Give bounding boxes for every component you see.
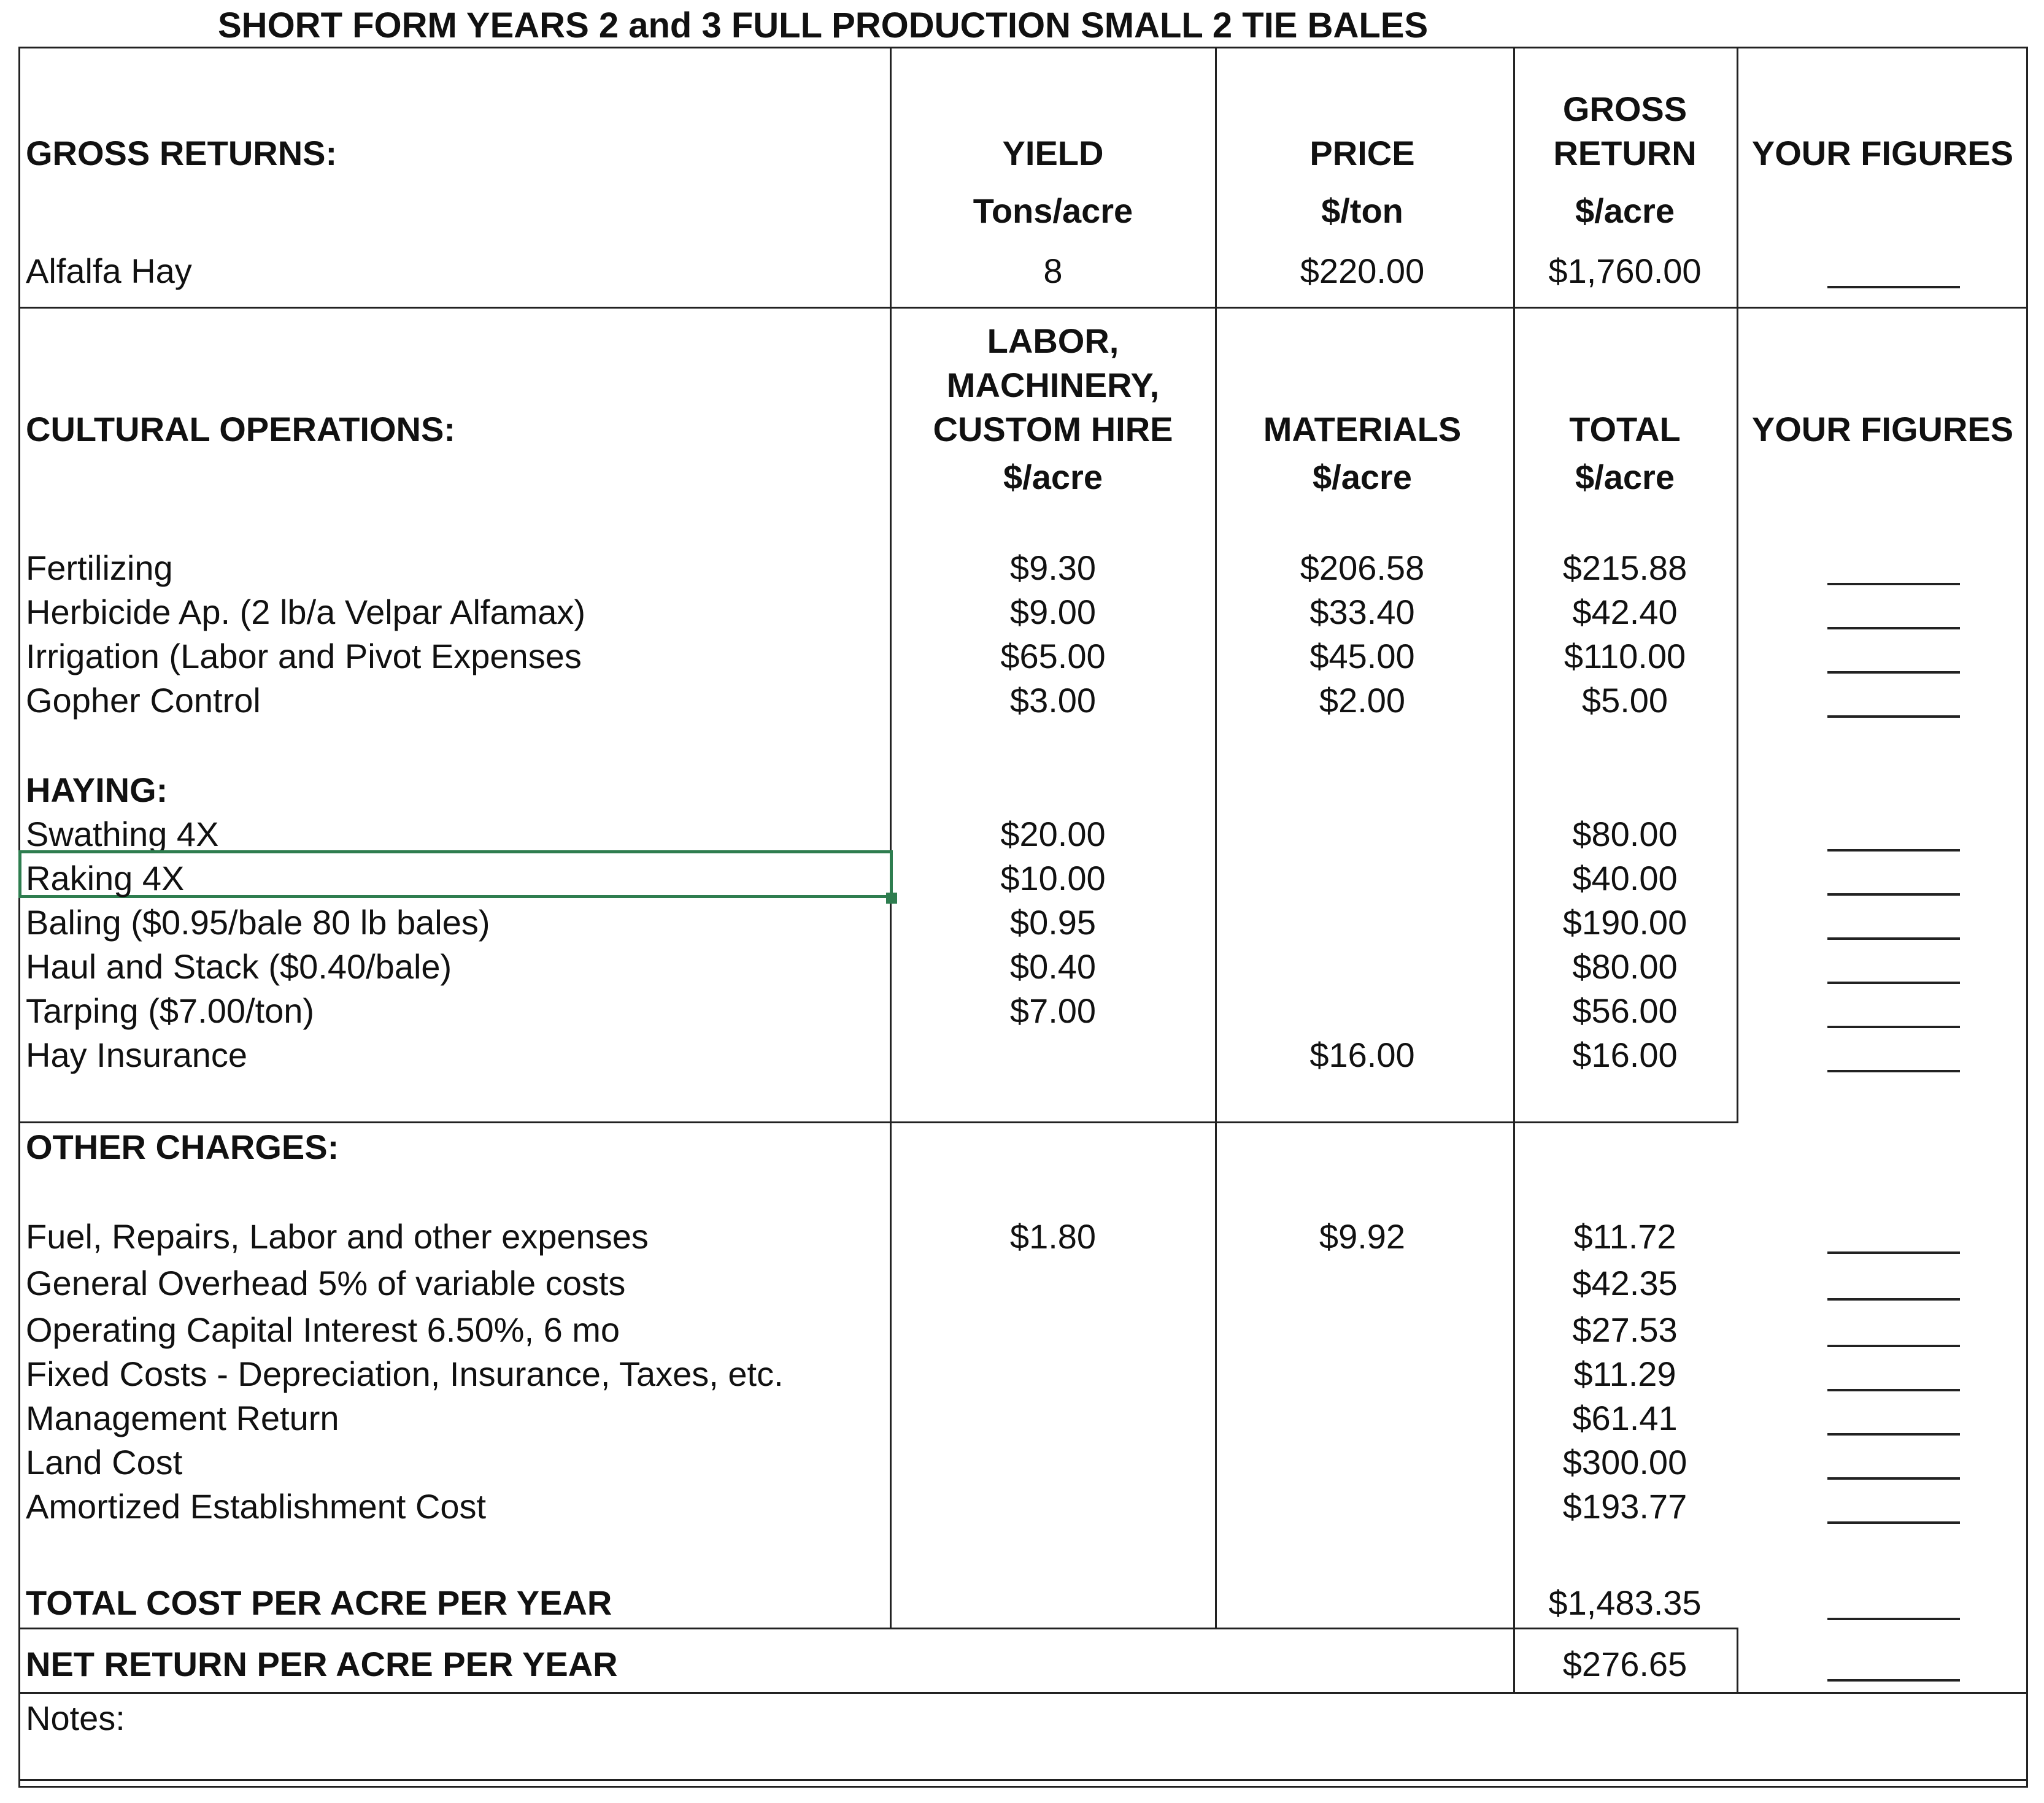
haying-row-total: $56.00 (1572, 991, 1678, 1030)
other-row-total: $61.41 (1572, 1399, 1678, 1437)
your-figures-header-gross: YOUR FIGURES (1751, 134, 2014, 172)
other-row-name: General Overhead 5% of variable costs (26, 1264, 626, 1302)
haying-row-name: Hay Insurance (26, 1036, 248, 1074)
your-figures-blank[interactable] (1827, 627, 1960, 629)
haying-row-name: Tarping ($7.00/ton) (26, 991, 315, 1030)
cultural-row-labor: $9.30 (1009, 548, 1097, 587)
cultural-row-labor: $9.00 (1009, 593, 1097, 631)
your-figures-blank[interactable] (1827, 1618, 1960, 1620)
your-figures-blank[interactable] (1827, 715, 1960, 718)
cultural-row-total: $110.00 (1564, 637, 1686, 675)
cultural-row-materials: $45.00 (1309, 637, 1415, 675)
net-return-label: NET RETURN PER ACRE PER YEAR (26, 1645, 618, 1683)
your-figures-blank[interactable] (1827, 1070, 1960, 1072)
rule-notes-bottom (18, 1779, 2028, 1781)
gross-row-yield: 8 (1043, 252, 1063, 290)
net-return-value: $276.65 (1562, 1645, 1687, 1683)
other-row-name: Land Cost (26, 1443, 183, 1482)
haying-row-total: $80.00 (1572, 815, 1678, 853)
total-cost-label: TOTAL COST PER ACRE PER YEAR (26, 1583, 612, 1622)
haying-row-labor: $0.95 (1009, 903, 1097, 942)
your-figures-blank[interactable] (1827, 1433, 1960, 1436)
rule-col4-top (1737, 47, 1738, 1123)
other-row-total: $300.00 (1562, 1443, 1687, 1482)
your-figures-blank[interactable] (1827, 1026, 1960, 1028)
haying-row-total: $16.00 (1572, 1036, 1678, 1074)
cultural-row-labor: $65.00 (1000, 637, 1106, 675)
labor-header-3: CUSTOM HIRE (933, 410, 1173, 448)
your-figures-blank[interactable] (1827, 849, 1960, 852)
other-row-name: Fuel, Repairs, Labor and other expenses (26, 1217, 649, 1256)
haying-row-total: $40.00 (1572, 859, 1678, 898)
cultural-row-name: Gopher Control (26, 681, 261, 720)
rule-col4-bottom (1737, 1628, 1738, 1693)
notes-label: Notes: (26, 1699, 125, 1737)
your-figures-header-cultural: YOUR FIGURES (1751, 410, 2014, 448)
gross-return-header-1: GROSS (1562, 90, 1687, 128)
haying-row-labor: $20.00 (1000, 815, 1106, 853)
materials-unit: $/acre (1313, 458, 1412, 496)
haying-row-name: Swathing 4X (26, 815, 219, 853)
materials-header: MATERIALS (1263, 410, 1462, 448)
rule-cultural-bottom (18, 1121, 1738, 1123)
your-figures-blank[interactable] (1827, 286, 1960, 288)
haying-row-name: Raking 4X (26, 859, 185, 898)
your-figures-blank[interactable] (1827, 1298, 1960, 1301)
cultural-row-materials: $2.00 (1319, 681, 1406, 720)
labor-unit: $/acre (1003, 458, 1103, 496)
other-row-total: $193.77 (1562, 1487, 1687, 1526)
cultural-operations-label: CULTURAL OPERATIONS: (26, 410, 455, 448)
cultural-row-total: $5.00 (1581, 681, 1668, 720)
your-figures-blank[interactable] (1827, 893, 1960, 896)
other-row-total: $11.29 (1573, 1355, 1676, 1393)
haying-row-name: Baling ($0.95/bale 80 lb bales) (26, 903, 490, 942)
cultural-row-total: $42.40 (1572, 593, 1678, 631)
cultural-row-labor: $3.00 (1009, 681, 1097, 720)
yield-unit: Tons/acre (973, 191, 1133, 230)
sheet-title: SHORT FORM YEARS 2 and 3 FULL PRODUCTION SMALL 2 TIE BALES (218, 6, 1429, 45)
rule-net-bottom (18, 1692, 2028, 1694)
cultural-row-name: Fertilizing (26, 548, 173, 587)
your-figures-blank[interactable] (1827, 1521, 1960, 1524)
labor-header-2: MACHINERY, (946, 366, 1160, 404)
total-header: TOTAL (1569, 410, 1681, 448)
your-figures-blank[interactable] (1827, 1345, 1960, 1347)
your-figures-blank[interactable] (1827, 982, 1960, 984)
haying-row-name: Haul and Stack ($0.40/bale) (26, 947, 452, 986)
rule-col3 (1513, 47, 1515, 1693)
gross-return-header-2: RETURN (1553, 134, 1697, 172)
haying-row-materials: $16.00 (1309, 1036, 1415, 1074)
cultural-row-materials: $206.58 (1300, 548, 1425, 587)
yield-header: YIELD (1002, 134, 1104, 172)
haying-row-total: $190.00 (1562, 903, 1687, 942)
other-row-total: $42.35 (1572, 1264, 1678, 1302)
fill-handle[interactable] (886, 893, 897, 904)
other-row-name: Fixed Costs - Depreciation, Insurance, Taxes, etc. (26, 1355, 784, 1393)
cultural-row-name: Herbicide Ap. (2 lb/a Velpar Alfamax) (26, 593, 586, 631)
price-unit: $/ton (1321, 191, 1403, 230)
haying-row-labor: $10.00 (1000, 859, 1106, 898)
cultural-row-total: $215.88 (1562, 548, 1687, 587)
your-figures-blank[interactable] (1827, 937, 1960, 940)
rule-total-bottom (18, 1628, 1738, 1629)
gross-return-unit: $/acre (1575, 191, 1675, 230)
your-figures-blank[interactable] (1827, 1251, 1960, 1254)
other-row-labor: $1.80 (1009, 1217, 1097, 1256)
haying-row-labor: $7.00 (1009, 991, 1097, 1030)
your-figures-blank[interactable] (1827, 1679, 1960, 1682)
your-figures-blank[interactable] (1827, 1389, 1960, 1391)
gross-row-name: Alfalfa Hay (26, 252, 192, 290)
other-row-name: Operating Capital Interest 6.50%, 6 mo (26, 1310, 620, 1349)
rule-gross-bottom (18, 307, 2028, 309)
other-row-total: $11.72 (1573, 1217, 1676, 1256)
rule-col1 (890, 47, 892, 1629)
haying-row-total: $80.00 (1572, 947, 1678, 986)
rule-col2 (1215, 47, 1217, 1629)
other-row-total: $27.53 (1572, 1310, 1678, 1349)
gross-returns-label: GROSS RETURNS: (26, 134, 337, 172)
other-row-name: Management Return (26, 1399, 339, 1437)
other-row-materials: $9.92 (1319, 1217, 1406, 1256)
cultural-row-name: Irrigation (Labor and Pivot Expenses (26, 637, 582, 675)
other-charges-label: OTHER CHARGES: (26, 1128, 339, 1166)
labor-header-1: LABOR, (987, 321, 1119, 360)
your-figures-blank[interactable] (1827, 1477, 1960, 1480)
price-header: PRICE (1309, 134, 1415, 172)
haying-row-labor: $0.40 (1009, 947, 1097, 986)
your-figures-blank[interactable] (1827, 583, 1960, 585)
cultural-row-materials: $33.40 (1309, 593, 1415, 631)
your-figures-blank[interactable] (1827, 671, 1960, 674)
total-cost-value: $1,483.35 (1548, 1583, 1702, 1622)
gross-row-gross: $1,760.00 (1548, 252, 1702, 290)
other-row-name: Amortized Establishment Cost (26, 1487, 487, 1526)
total-unit: $/acre (1575, 458, 1675, 496)
gross-row-price: $220.00 (1300, 252, 1425, 290)
haying-label: HAYING: (26, 771, 168, 809)
